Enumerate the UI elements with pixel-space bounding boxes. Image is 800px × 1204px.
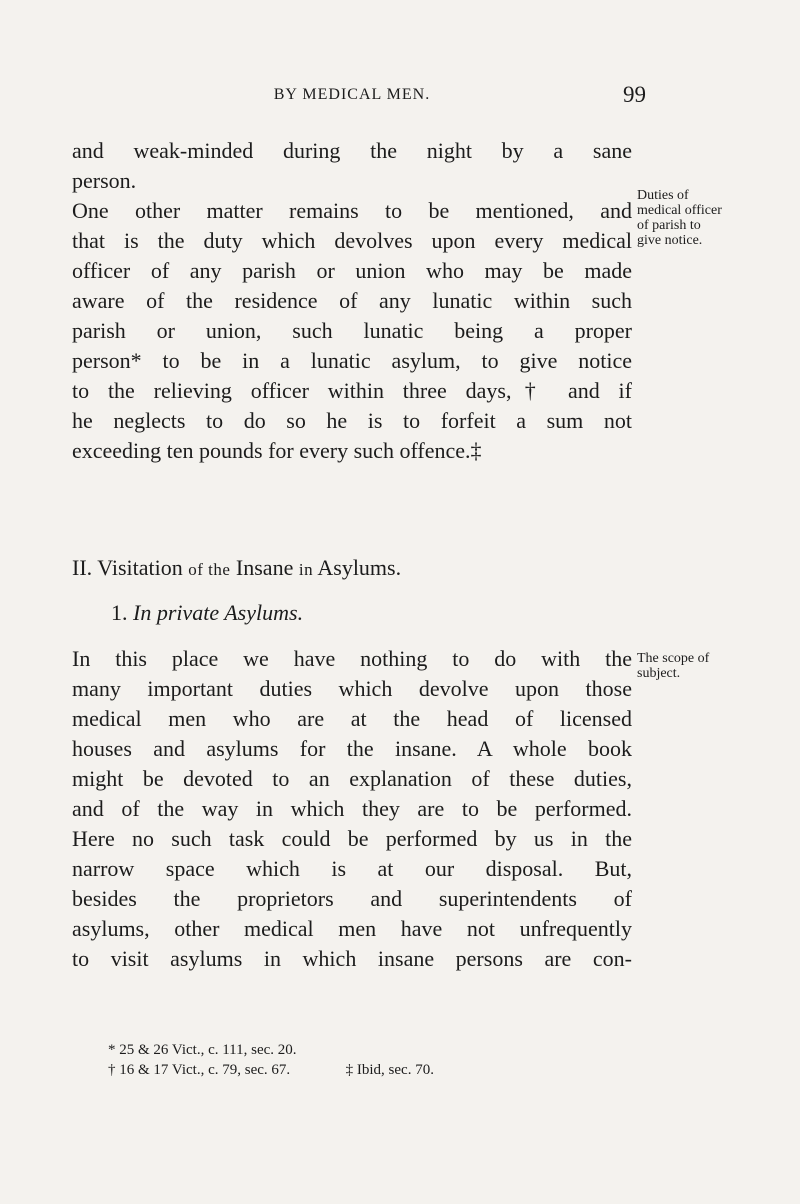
text-line: many important duties which devolve upon those: [72, 676, 632, 701]
paragraph-asylums: [72, 644, 632, 974]
text-line: narrow space which is at our disposal. But,: [72, 856, 632, 881]
text-line: to the relieving officer within three days,† and if: [72, 378, 632, 403]
footnote-dagger: † 16 & 17 Vict., c. 79, sec. 67.: [108, 1062, 291, 1078]
margin-note-line: give notice.: [637, 233, 703, 248]
footnotes: [108, 1040, 668, 1080]
text-line: might be devoted to an explanation of these duties,: [72, 766, 632, 791]
subheading-number: 1.: [111, 600, 128, 625]
text-line: One other matter remains to be mentioned, and: [72, 198, 632, 223]
text-line: aware of the residence of any lunatic within such: [72, 288, 632, 313]
text-line: exceeding ten pounds for every such offence.‡: [72, 438, 482, 463]
text-line: he neglects to do so he is to forfeit a sum not: [72, 408, 632, 433]
margin-note-line: The scope of: [637, 651, 710, 666]
text-line: asylums, other medical men have not unfrequently: [72, 916, 632, 941]
text-line: In this place we have nothing to do with the: [72, 646, 632, 671]
subheading-title: In private Asylums.: [133, 600, 304, 625]
running-title: BY MEDICAL MEN.: [273, 86, 431, 103]
section-word: in: [298, 560, 314, 579]
margin-note-line: subject.: [637, 666, 681, 681]
text-line: Here no such task could be performed by us in the: [72, 826, 632, 851]
running-head: [72, 82, 646, 110]
text-line: parish or union, such lunatic being a proper: [72, 318, 632, 343]
text-line: houses and asylums for the insane. A whole book: [72, 736, 632, 761]
text-line: medical men who are at the head of licensed: [72, 706, 632, 731]
text-line: besides the proprietors and superintendents of: [72, 886, 632, 911]
section-word: of the: [188, 560, 231, 579]
text-line: officer of any parish or union who may be made: [72, 258, 632, 283]
section-number: II.: [72, 555, 93, 580]
text-line: to visit asylums in which insane persons are con-: [72, 946, 632, 971]
text-line: person* to be in a lunatic asylum, to give notice: [72, 348, 632, 373]
section-word: Asylums.: [317, 555, 402, 580]
margin-note-line: of parish to: [637, 218, 701, 233]
margin-note-duties: [637, 188, 722, 248]
footnote-row: [108, 1060, 668, 1080]
section-word: Insane: [235, 555, 294, 580]
text-line: and of the way in which they are to be performed.: [72, 796, 632, 821]
margin-note-line: Duties of: [637, 188, 689, 203]
footnote-double-dagger: ‡ Ibid, sec. 70.: [345, 1062, 434, 1078]
margin-note-line: medical officer: [637, 203, 722, 218]
footnote-star: * 25 & 26 Vict., c. 111, sec. 20.: [108, 1042, 297, 1058]
text-line: that is the duty which devolves upon every medical: [72, 228, 632, 253]
subheading: [111, 600, 303, 626]
text-line: and weak-minded during the night by a sane: [72, 138, 632, 163]
section-word: Visitation: [97, 555, 183, 580]
page-number: 99: [623, 82, 646, 107]
section-heading: [72, 555, 401, 581]
text-line: person.: [72, 168, 137, 193]
margin-note-scope: [637, 651, 709, 681]
paragraph-duties: [72, 136, 632, 466]
